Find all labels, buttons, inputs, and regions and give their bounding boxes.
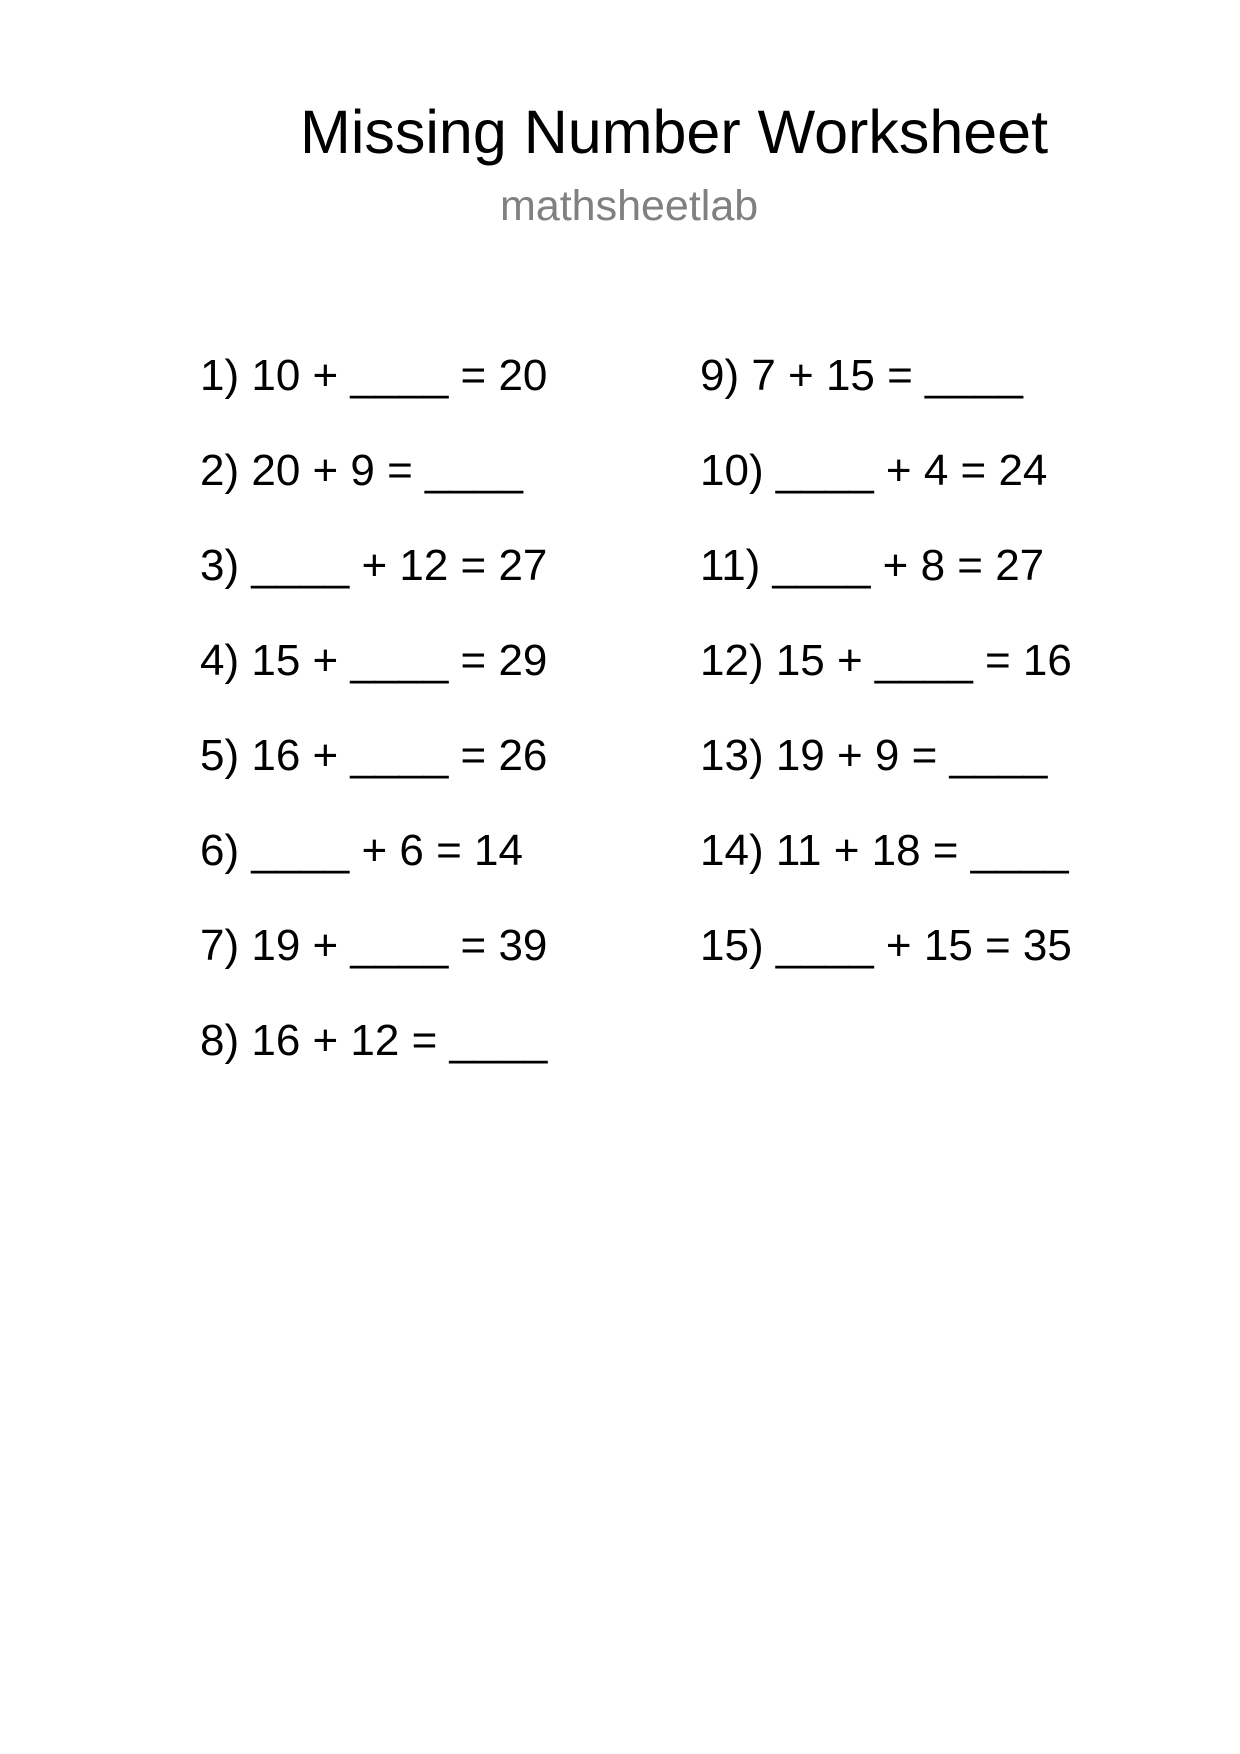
problem-11: 11) ____ + 8 = 27 bbox=[700, 541, 1045, 590]
problem-column-left bbox=[200, 348, 547, 1108]
problem-column-right bbox=[700, 348, 1072, 1013]
problem-12: 12) 15 + ____ = 16 bbox=[700, 636, 1072, 685]
problem-15: 15) ____ + 15 = 35 bbox=[700, 921, 1072, 970]
problem-1: 1) 10 + ____ = 20 bbox=[200, 351, 548, 400]
problem-6: 6) ____ + 6 = 14 bbox=[200, 826, 523, 875]
problem-7: 7) 19 + ____ = 39 bbox=[200, 921, 548, 970]
problem-3: 3) ____ + 12 = 27 bbox=[200, 541, 548, 590]
problem-2: 2) 20 + 9 = ____ bbox=[200, 446, 523, 495]
worksheet-subtitle: mathsheetlab bbox=[500, 182, 759, 230]
problem-8: 8) 16 + 12 = ____ bbox=[200, 1016, 548, 1065]
problem-13: 13) 19 + 9 = ____ bbox=[700, 731, 1048, 780]
problem-9: 9) 7 + 15 = ____ bbox=[700, 351, 1023, 400]
worksheet-title: Missing Number Worksheet bbox=[300, 98, 1049, 166]
problem-10: 10) ____ + 4 = 24 bbox=[700, 446, 1048, 495]
problem-5: 5) 16 + ____ = 26 bbox=[200, 731, 548, 780]
problem-14: 14) 11 + 18 = ____ bbox=[700, 826, 1069, 875]
problem-4: 4) 15 + ____ = 29 bbox=[200, 636, 548, 685]
